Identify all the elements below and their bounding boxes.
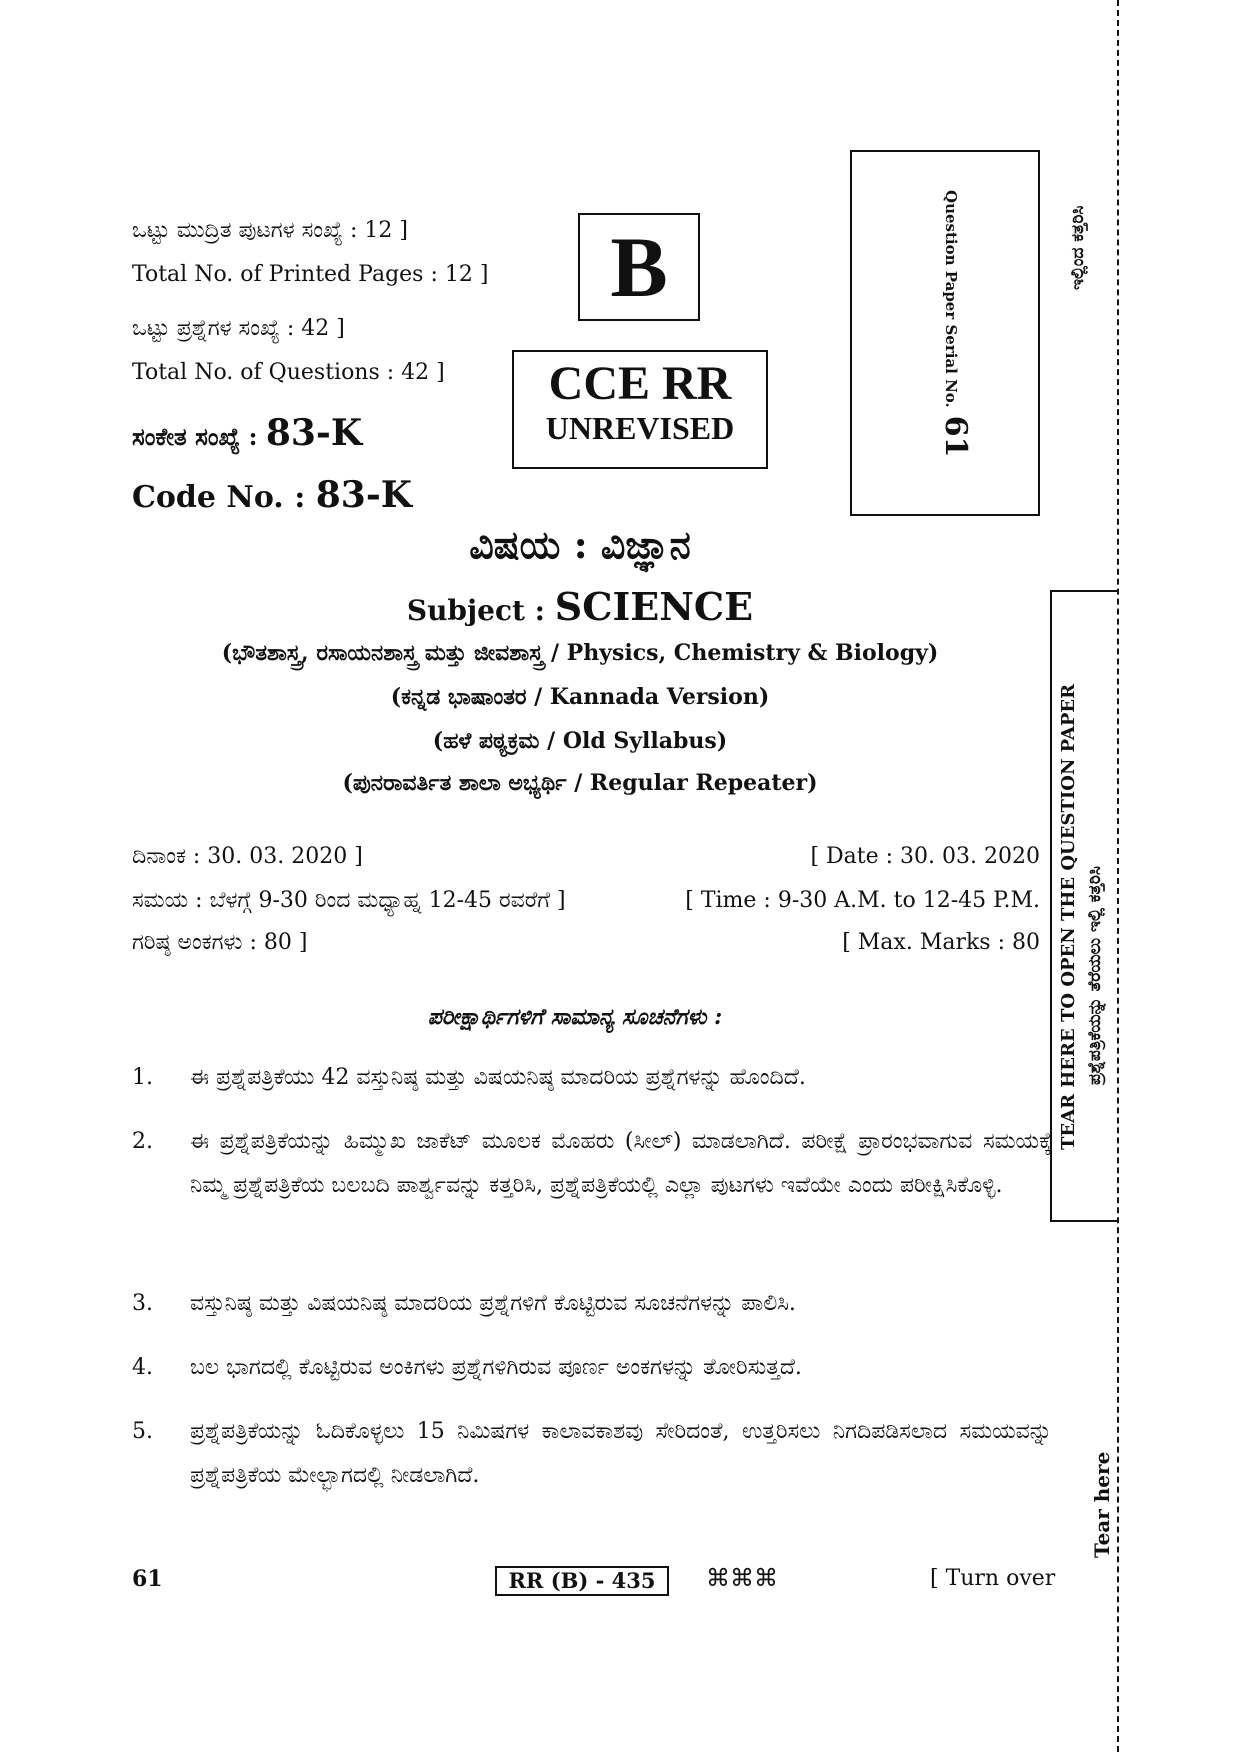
printed-pages-kn: ಒಟ್ಟು ಮುದ್ರಿತ ಪುಟಗಳ ಸಂಖ್ಯೆ : 12 ] bbox=[132, 218, 408, 243]
max-marks-kn: ಗರಿಷ್ಠ ಅಂಕಗಳು : 80 ] bbox=[132, 930, 308, 955]
code-en bbox=[132, 474, 412, 516]
code-kn-value: 83-K bbox=[265, 412, 363, 454]
total-questions-kn: ಒಟ್ಟು ಪ್ರಶ್ನೆಗಳ ಸಂಖ್ಯೆ : 42 ] bbox=[132, 316, 345, 341]
instruction-item bbox=[132, 1282, 1052, 1326]
subject-line1: (ಭೌತಶಾಸ್ತ್ರ, ರಸಾಯನಶಾಸ್ತ್ರ ಮತ್ತು ಜೀವಶಾಸ್ತ್ರ / Physics, Chemistry & Biology) bbox=[221, 640, 939, 666]
code-kn bbox=[132, 412, 362, 454]
version-box: B bbox=[578, 213, 700, 321]
instructions-title: ಪರೀಕ್ಷಾರ್ಥಿಗಳಿಗೆ ಸಾಮಾನ್ಯ ಸೂಚನೆಗಳು : bbox=[427, 1004, 723, 1030]
instruction-number: 4. bbox=[132, 1355, 153, 1380]
date-en: [ Date : 30. 03. 2020 bbox=[810, 844, 1040, 869]
max-marks-en: [ Max. Marks : 80 bbox=[842, 930, 1040, 955]
serial-value: 61 bbox=[938, 415, 973, 458]
instruction-number: 3. bbox=[132, 1291, 153, 1316]
instruction-text: ಈ ಪ್ರಶ್ನೆಪತ್ರಿಕೆಯು 42 ವಸ್ತುನಿಷ್ಠ ಮತ್ತು ವಿಷಯನಿಷ್ಠ ಮಾದರಿಯ ಪ್ರಶ್ನೆಗಳನ್ನು ಹೊಂದಿದೆ. bbox=[190, 1065, 806, 1090]
time-en: [ Time : 9-30 A.M. to 12-45 P.M. bbox=[685, 888, 1040, 913]
instruction-number: 5. bbox=[132, 1419, 153, 1444]
subject-en bbox=[0, 584, 1160, 629]
code-kn-label: ಸಂಕೇತ ಸಂಖ್ಯೆ : bbox=[132, 422, 266, 451]
code-en-value: 83-K bbox=[315, 474, 413, 516]
cce-box bbox=[512, 350, 768, 469]
total-questions-en: Total No. of Questions : 42 ] bbox=[132, 360, 445, 385]
printed-pages-en: Total No. of Printed Pages : 12 ] bbox=[132, 262, 489, 287]
subject-line4: (ಪುನರಾವರ್ತಿತ ಶಾಲಾ ಅಭ್ಯರ್ಥಿ / Regular Repeater) bbox=[342, 770, 818, 796]
subject-en-value: SCIENCE bbox=[554, 584, 754, 629]
instruction-item bbox=[132, 1056, 1052, 1100]
tear-here-label: Tear here bbox=[1090, 1451, 1114, 1558]
instruction-number: 1. bbox=[132, 1065, 153, 1090]
instruction-item bbox=[132, 1346, 1052, 1390]
subject-line2: (ಕನ್ನಡ ಭಾಷಾಂತರ / Kannada Version) bbox=[390, 684, 770, 710]
date-kn: ದಿನಾಂಕ : 30. 03. 2020 ] bbox=[132, 844, 363, 869]
footer-paper-code: RR (B) - 435 bbox=[495, 1566, 669, 1596]
instruction-text: ವಸ್ತುನಿಷ್ಠ ಮತ್ತು ವಿಷಯನಿಷ್ಠ ಮಾದರಿಯ ಪ್ರಶ್ನೆಗಳಿಗೆ ಕೊಟ್ಟಿರುವ ಸೂಚನೆಗಳನ್ನು ಪಾಲಿಸಿ. bbox=[190, 1291, 796, 1316]
instruction-item bbox=[132, 1120, 1052, 1208]
subject-kn: ವಿಷಯ : ವಿಜ್ಞಾನ bbox=[469, 522, 691, 567]
cut-here-kn: ಇಲ್ಲಿಂದ ಕತ್ತರಿಸಿ bbox=[1068, 205, 1088, 290]
subject-en-label: Subject : bbox=[406, 594, 555, 627]
time-kn: ಸಮಯ : ಬೆಳಗ್ಗೆ 9-30 ರಿಂದ ಮಧ್ಯಾಹ್ನ 12-45 ರವರೆಗೆ ] bbox=[132, 888, 566, 913]
instruction-text: ಈ ಪ್ರಶ್ನೆಪತ್ರಿಕೆಯನ್ನು ಹಿಮ್ಮುಖ ಜಾಕೆಟ್ ಮೂಲಕ ಮೊಹರು (ಸೀಲ್) ಮಾಡಲಾಗಿದೆ. ಪರೀಕ್ಷೆ ಪ್ರಾರಂಭವಾಗುವ ಸಮಯಕ್ಕೆ ನಿಮ್ಮ ಪ್ರಶ್ನೆಪತ್ರಿಕೆಯ ಬಲಬದಿ ಪಾರ್ಶ್ವವನ್ನು ಕತ್ತರಿಸಿ, ಪ್ರಶ್ನೆಪತ್ರಿಕೆಯಲ್ಲಿ ಎಲ್ಲಾ ಪುಟಗಳು ಇವೆಯೇ ಎಂದು ಪರೀಕ್ಷಿಸಿಕೊಳ್ಳಿ. bbox=[190, 1129, 1052, 1198]
instruction-item bbox=[132, 1410, 1052, 1498]
serial-number bbox=[938, 190, 973, 458]
code-en-label: Code No. : bbox=[132, 480, 316, 515]
footer-turn-over: [ Turn over bbox=[930, 1566, 1056, 1591]
subject-line3: (ಹಳೆ ಪಠ್ಯಕ್ರಮ / Old Syllabus) bbox=[432, 728, 728, 754]
tear-here-en: TEAR HERE TO OPEN THE QUESTION PAPER bbox=[1058, 683, 1079, 1150]
serial-label: Question Paper Serial No. bbox=[942, 190, 960, 408]
instruction-text: ಪ್ರಶ್ನೆಪತ್ರಿಕೆಯನ್ನು ಓದಿಕೊಳ್ಳಲು 15 ನಿಮಿಷಗಳ ಕಾಲಾವಕಾಶವು ಸೇರಿದಂತೆ, ಉತ್ತರಿಸಲು ನಿಗದಿಪಡಿಸಲಾದ ಸಮಯವನ್ನು ಪ್ರಶ್ನೆಪತ್ರಿಕೆಯ ಮೇಲ್ಭಾಗದಲ್ಲಿ ನೀಡಲಾಗಿದೆ. bbox=[190, 1419, 1052, 1488]
tear-here-kn: ಪ್ರಶ್ನೆಪತ್ರಿಕೆಯನ್ನು ತೆರೆಯಲು ಇಲ್ಲಿ ಕತ್ತರಿಸಿ bbox=[1085, 866, 1105, 1085]
footer-ornament-icon: ⌘⌘⌘ bbox=[706, 1564, 778, 1592]
cce-line1: CCE RR bbox=[548, 357, 732, 410]
instruction-number: 2. bbox=[132, 1129, 153, 1154]
cce-line2: UNREVISED bbox=[545, 409, 735, 446]
footer-page-number: 61 bbox=[132, 1566, 163, 1592]
instruction-text: ಬಲ ಭಾಗದಲ್ಲಿ ಕೊಟ್ಟಿರುವ ಅಂಕಿಗಳು ಪ್ರಶ್ನೆಗಳಿಗಿರುವ ಪೂರ್ಣ ಅಂಕಗಳನ್ನು ತೋರಿಸುತ್ತದೆ. bbox=[190, 1355, 802, 1380]
